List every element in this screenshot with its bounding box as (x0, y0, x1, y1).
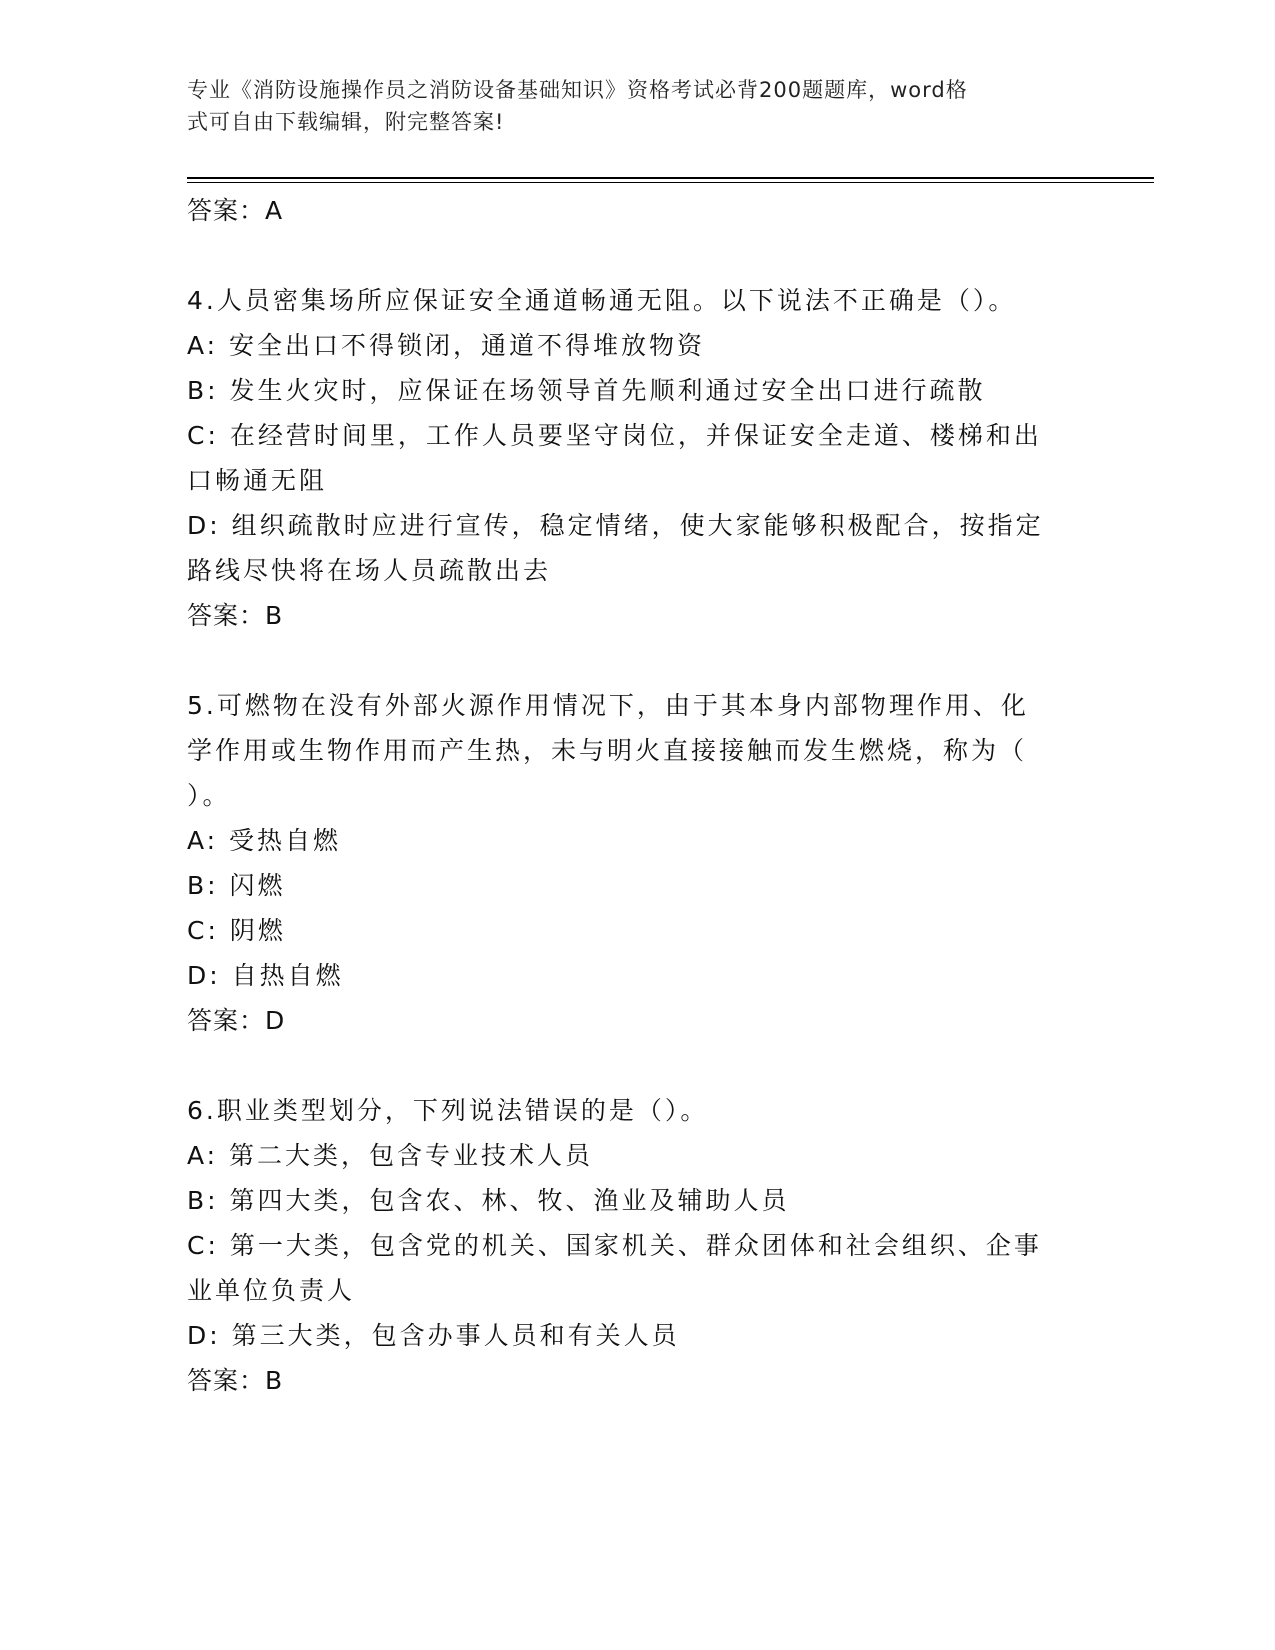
header-divider-thin (187, 182, 1154, 183)
option-b: B: 第四大类，包含农、林、牧、渔业及辅助人员 (187, 1186, 790, 1215)
option-a: A: 第二大类，包含专业技术人员 (187, 1141, 594, 1170)
option-b: B: 闪燃 (187, 871, 286, 900)
question-stem-line: ）。 (187, 781, 231, 810)
question-stem-line: 4.人员密集场所应保证安全通道畅通无阻。以下说法不正确是（）。 (187, 286, 1017, 315)
option-c-continued: 口畅通无阻 (187, 466, 328, 495)
option-c-continued: 业单位负责人 (187, 1276, 356, 1305)
question-list (187, 188, 1067, 1403)
header-line-1: 专业《消防设施操作员之消防设备基础知识》资格考试必背200题题库，word格 (187, 78, 968, 102)
answer: 答案：D (187, 1006, 286, 1035)
question-stem-line: 学作用或生物作用而产生热，未与明火直接接触而发生燃烧，称为（ (187, 736, 1028, 765)
option-a: A: 安全出口不得锁闭，通道不得堆放物资 (187, 331, 706, 360)
question-6 (187, 1088, 1067, 1403)
option-a: A: 受热自燃 (187, 826, 342, 855)
option-c: C: 在经营时间里，工作人员要坚守岗位，并保证安全走道、楼梯和出 (187, 421, 1042, 450)
question-stem-line: 5.可燃物在没有外部火源作用情况下，由于其本身内部物理作用、化 (187, 691, 1029, 720)
header-divider-thick (187, 177, 1154, 179)
document-header (187, 74, 1057, 138)
option-c: C: 第一大类，包含党的机关、国家机关、群众团体和社会组织、企事 (187, 1231, 1042, 1260)
answer: 答案：B (187, 1366, 284, 1395)
option-d-continued: 路线尽快将在场人员疏散出去 (187, 556, 552, 585)
question-stem-line: 6.职业类型划分，下列说法错误的是（）。 (187, 1096, 709, 1125)
question-5 (187, 683, 1067, 1043)
previous-answer: 答案：A (187, 196, 284, 225)
question-4 (187, 278, 1067, 638)
header-line-2: 式可自由下载编辑，附完整答案! (187, 110, 505, 134)
option-c: C: 阴燃 (187, 916, 286, 945)
option-d: D: 自热自燃 (187, 961, 344, 990)
option-b: B: 发生火灾时，应保证在场领导首先顺利通过安全出口进行疏散 (187, 376, 986, 405)
option-d: D: 组织疏散时应进行宣传，稳定情绪，使大家能够积极配合，按指定 (187, 511, 1044, 540)
answer: 答案：B (187, 601, 284, 630)
option-d: D: 第三大类，包含办事人员和有关人员 (187, 1321, 680, 1350)
